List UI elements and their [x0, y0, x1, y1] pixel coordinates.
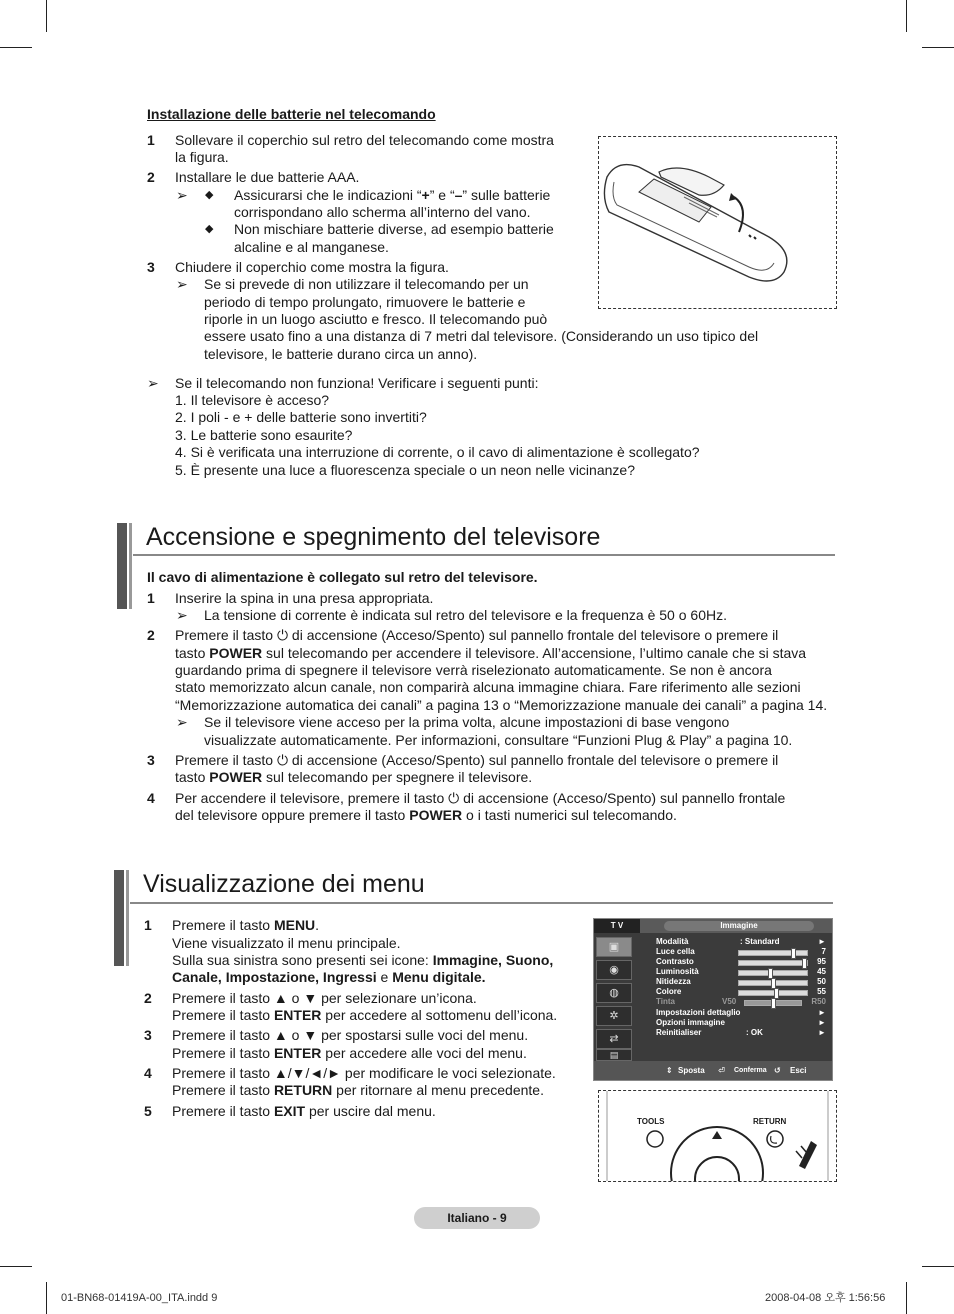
- power-icon: ⏻: [276, 752, 289, 768]
- osd-value: 45: [817, 967, 826, 976]
- text-line: Chiudere il coperchio come mostra la figura.: [175, 259, 449, 275]
- text-line: televisore, le batterie durano circa un anno).: [204, 346, 478, 362]
- osd-row-options[interactable]: Opzioni immagine: [656, 1018, 725, 1027]
- step-number: 3: [147, 752, 155, 768]
- return-label[interactable]: RETURN: [753, 1117, 787, 1126]
- step-number: 4: [144, 1065, 152, 1081]
- osd-move-label: Sposta: [678, 1066, 705, 1075]
- section-title: Accensione e spegnimento del televisore: [146, 523, 601, 551]
- tools-label[interactable]: TOOLS: [637, 1117, 665, 1126]
- remote-front-drawing: [599, 1091, 836, 1181]
- text-line: Viene visualizzato il menu principale.: [172, 935, 401, 951]
- text-line: Se il telecomando non funziona! Verificare i seguenti punti:: [175, 375, 539, 391]
- crop-mark: [906, 1282, 907, 1314]
- crop-mark: [922, 47, 954, 48]
- digital-menu-icon[interactable]: ▤: [596, 1049, 632, 1061]
- text-line: 3. Le batterie sono esaurite?: [175, 427, 353, 443]
- text-line: Premere il tasto ▲/▼/◄/► per modificare le voci selezionate.: [172, 1065, 556, 1081]
- setup-icon[interactable]: ✲: [596, 1006, 632, 1026]
- footer-file: 01-BN68-01419A-00_ITA.indd 9: [61, 1292, 218, 1304]
- step-number: 4: [147, 790, 155, 806]
- osd-slider-knob: [771, 998, 776, 1009]
- step-number: 3: [144, 1027, 152, 1043]
- text-line: Sollevare il coperchio sul retro del telecomando come mostra: [175, 132, 554, 148]
- crop-mark: [0, 47, 32, 48]
- text-line: “Memorizzazione automatica dei canali” a pagina 13 o “Memorizzazione manuale dei canali” a pagina 14.: [175, 697, 828, 713]
- osd-confirm-label: Conferma: [734, 1067, 767, 1074]
- text-line: Premere il tasto MENU.: [172, 917, 320, 933]
- osd-row-tint: Tinta: [656, 997, 675, 1006]
- osd-row-contrast[interactable]: Contrasto: [656, 957, 694, 966]
- enter-icon: ⏎: [718, 1066, 725, 1075]
- crop-mark: [0, 1266, 32, 1267]
- text-line: tasto POWER sul telecomando per accendere il televisore. All’accensione, l’ultimo canale che si stava: [175, 645, 807, 661]
- text-line: Premere il tasto ⏻ di accensione (Acceso/Spento) sul pannello frontale del televisore o premere il: [175, 627, 779, 643]
- step-number: 1: [147, 132, 155, 148]
- osd-arrow-icon: ►: [818, 1028, 826, 1037]
- channel-icon[interactable]: ◍: [596, 983, 632, 1003]
- text-line: 2. I poli - e + delle batterie sono invertiti?: [175, 409, 427, 425]
- osd-tv-label: T V: [594, 919, 640, 933]
- move-icon: ⇕: [666, 1066, 673, 1075]
- tv-osd-menu: [593, 918, 833, 1081]
- text-line: 5. È presente una luce a fluorescenza speciale o un neon nelle vicinanze?: [175, 462, 635, 478]
- text-line: Premere il tasto ENTER per accedere alle voci del menu.: [172, 1045, 527, 1061]
- osd-arrow-icon: ►: [818, 1008, 826, 1017]
- return-icon: ↺: [774, 1066, 781, 1075]
- step-number: 2: [144, 990, 152, 1006]
- step-number: 2: [147, 169, 155, 185]
- remote-buttons-illustration: [598, 1090, 837, 1182]
- text-line: stato memorizzato alcun canale, non comparirà alcuna immagine chiara. Fare riferimento alle sezioni: [175, 679, 801, 695]
- power-icon: ⏻: [448, 790, 460, 806]
- osd-reset-value: : OK: [746, 1028, 763, 1037]
- osd-row-mode[interactable]: Modalità: [656, 937, 689, 946]
- step-number: 3: [147, 259, 155, 275]
- input-icon[interactable]: ⇄: [596, 1029, 632, 1049]
- text-line: Premere il tasto ▲ o ▼ per spostarsi sulle voci del menu.: [172, 1027, 529, 1043]
- section-bar: [114, 870, 124, 966]
- text-line: 1. Il televisore è acceso?: [175, 392, 330, 408]
- step-number: 2: [147, 627, 155, 643]
- text-line: Per accendere il televisore, premere il tasto ⏻ di accensione (Acceso/Spento) sul pannello frontale: [175, 790, 786, 806]
- note-arrow-icon: ➢: [176, 276, 188, 292]
- battery-heading: Installazione delle batterie nel telecomando: [147, 106, 436, 122]
- text-line: Premere il tasto EXIT per uscire dal menu.: [172, 1103, 436, 1119]
- osd-mode-value: : Standard: [740, 937, 780, 946]
- section-bar: [126, 870, 129, 966]
- osd-row-cell-light[interactable]: Luce cella: [656, 947, 695, 956]
- text-line: Assicurarsi che le indicazioni “+” e “–” sulle batterie: [234, 187, 551, 203]
- text-line: riporle in un luogo asciutto e fresco. Il telecomando può: [204, 311, 548, 327]
- bullet-diamond-icon: ◆: [205, 223, 214, 235]
- text-line: Se il televisore viene acceso per la prima volta, alcune impostazioni di base vengono: [204, 714, 730, 730]
- step-number: 5: [144, 1103, 152, 1119]
- step-number: 1: [144, 917, 152, 933]
- section-bar: [129, 523, 132, 609]
- note-arrow-icon: ➢: [176, 187, 188, 203]
- text-line: essere usato fino a una distanza di 7 metri dal televisore. (Considerando un uso tipico del: [204, 328, 759, 344]
- text-line: guardando prima di spegnere il televisore verrà riselezionato automaticamente. Se non è ancora: [175, 662, 772, 678]
- step-number: 1: [147, 590, 155, 606]
- text-line: alcaline e al manganese.: [234, 239, 389, 255]
- text-line: Sulla sua sinistra sono presenti sei icone: Immagine, Suono,: [172, 952, 554, 968]
- osd-arrow-icon: ►: [818, 1018, 826, 1027]
- osd-value: 55: [817, 987, 826, 996]
- text-line: La tensione di corrente è indicata sul retro del televisore e la frequenza è 50 o 60Hz.: [204, 607, 727, 623]
- osd-tint-left: V50: [722, 997, 737, 1006]
- osd-arrow-icon: ►: [818, 937, 826, 946]
- remote-back-drawing: [599, 137, 836, 308]
- osd-exit-label: Esci: [790, 1066, 807, 1075]
- osd-value: R50: [811, 997, 826, 1006]
- osd-row-detail[interactable]: Impostazioni dettaglio: [656, 1008, 741, 1017]
- remote-battery-illustration: [598, 136, 837, 309]
- section-title: Visualizzazione dei menu: [143, 870, 425, 898]
- note-arrow-icon: ➢: [147, 375, 159, 391]
- bullet-diamond-icon: ◆: [205, 189, 214, 201]
- section-rule: [130, 902, 833, 904]
- text-line: Premere il tasto ⏻ di accensione (Acceso/Spento) sul pannello frontale del televisore o premere il: [175, 752, 779, 768]
- note-arrow-icon: ➢: [176, 607, 188, 623]
- text-line: Se si prevede di non utilizzare il telecomando per un: [204, 276, 529, 292]
- osd-value: 7: [821, 947, 826, 956]
- power-icon: ⏻: [276, 627, 289, 643]
- osd-slider: [744, 1000, 802, 1006]
- osd-row-color[interactable]: Colore: [656, 987, 682, 996]
- picture-icon[interactable]: ▣: [596, 937, 632, 957]
- text-line: Canale, Impostazione, Ingressi e Menu digitale.: [172, 969, 486, 985]
- osd-title: Immagine: [664, 921, 814, 931]
- text-line: tasto POWER sul telecomando per spegnere il televisore.: [175, 769, 533, 785]
- text-line: Installare le due batterie AAA.: [175, 169, 360, 185]
- text-line: visualizzate automaticamente. Per informazioni, consultare “Funzioni Plug & Play” a pagina 10.: [204, 732, 793, 748]
- intro-text: Il cavo di alimentazione è collegato sul retro del televisore.: [147, 569, 538, 585]
- osd-row-brightness[interactable]: Luminosità: [656, 967, 699, 976]
- osd-value: 95: [817, 957, 826, 966]
- text-line: la figura.: [175, 149, 229, 165]
- section-rule: [133, 554, 835, 556]
- osd-footer: [594, 1061, 832, 1080]
- text-line: corrispondano allo scherma all’interno del vano.: [234, 204, 531, 220]
- text-line: Inserire la spina in una presa appropriata.: [175, 590, 434, 606]
- sound-icon[interactable]: ◉: [596, 960, 632, 980]
- text-line: Premere il tasto RETURN per ritornare al menu precedente.: [172, 1082, 544, 1098]
- crop-mark: [906, 0, 907, 32]
- crop-mark: [922, 1266, 954, 1267]
- section-bar: [117, 523, 127, 609]
- crop-mark: [46, 1282, 47, 1314]
- text-line: Premere il tasto ENTER per accedere al sottomenu dell’icona.: [172, 1007, 558, 1023]
- text-line: del televisore oppure premere il tasto POWER o i tasti numerici sul telecomando.: [175, 807, 677, 823]
- osd-row-reset[interactable]: Reinitialiser: [656, 1028, 702, 1037]
- osd-row-sharpness[interactable]: Nitidezza: [656, 977, 691, 986]
- page-number: Italiano - 9: [414, 1207, 540, 1229]
- note-arrow-icon: ➢: [176, 714, 188, 730]
- osd-value: 50: [817, 977, 826, 986]
- text-line: Non mischiare batterie diverse, ad esempio batterie: [234, 221, 554, 237]
- text-line: 4. Si è verificata una interruzione di corrente, o il cavo di alimentazione è scollegato?: [175, 444, 700, 460]
- crop-mark: [46, 0, 47, 32]
- footer-date: 2008-04-08 오후 1:56:56: [765, 1292, 886, 1304]
- text-line: periodo di tempo prolungato, rimuovere le batterie e: [204, 294, 526, 310]
- text-line: Premere il tasto ▲ o ▼ per selezionare un’icona.: [172, 990, 477, 1006]
